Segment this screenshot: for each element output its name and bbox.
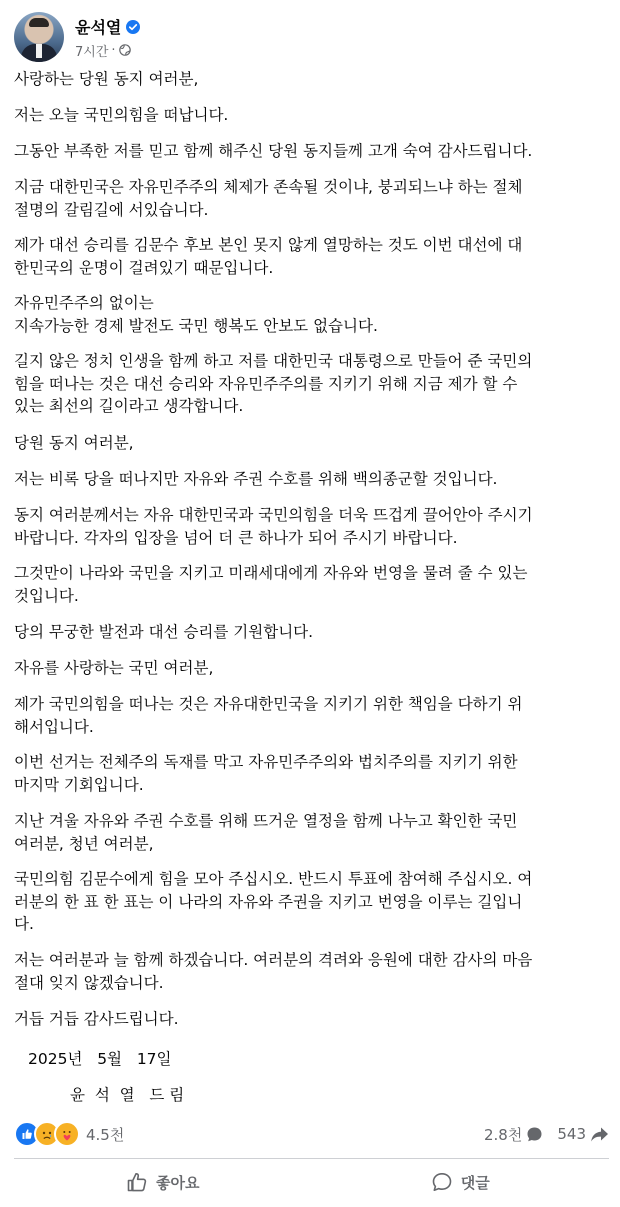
comment-count[interactable] xyxy=(484,1124,543,1145)
share-count-text: 543 xyxy=(557,1125,586,1143)
avatar[interactable] xyxy=(14,12,64,62)
comment-count-text: 2.8천 xyxy=(484,1125,523,1144)
comment-icon xyxy=(431,1171,453,1193)
post-paragraph: 자유를 사랑하는 국민 여러분, xyxy=(14,659,214,677)
action-bar xyxy=(14,1162,609,1202)
post-paragraph: 그것만이 나라와 국민을 지키고 미래세대에게 자유와 번영을 물려 줄 수 있는 것입니다. xyxy=(14,564,528,605)
post-paragraph: 지난 겨울 자유와 주권 수호를 위해 뜨거운 열정을 함께 나누고 확인한 국민 여러분, 청년 여러분, xyxy=(14,812,518,853)
like-label: 좋아요 xyxy=(156,1173,200,1192)
post-paragraph: 제가 국민의힘을 떠나는 것은 자유대한민국을 지키기 위한 책임을 다하기 위 해서입니다. xyxy=(14,695,523,736)
globe-icon xyxy=(119,44,131,56)
separator: · xyxy=(111,42,116,58)
post-paragraph: 당원 동지 여러분, xyxy=(14,434,134,452)
author-name[interactable]: 윤석열 xyxy=(75,18,122,37)
thumbs-up-icon xyxy=(126,1171,148,1193)
post-paragraph: 동지 여러분께서는 자유 대한민국과 국민의힘을 더욱 뜨겁게 끌어안아 주시기 바랍니다. 각자의 입장을 넘어 더 큰 하나가 되어 주시기 바랍니다. xyxy=(14,506,533,547)
post-signature: 윤 석 열 드 림 xyxy=(70,1086,185,1104)
verified-badge-icon xyxy=(126,20,140,34)
post-paragraph: 제가 대선 승리를 김문수 후보 본인 못지 않게 열망하는 것도 이번 대선에 대 한민국의 운명이 걸려있기 때문입니다. xyxy=(14,236,523,277)
share-count[interactable] xyxy=(557,1125,609,1143)
post-paragraph: 길지 않은 정치 인생을 함께 하고 저를 대한민국 대통령으로 만들어 준 국민의 힘을 떠나는 것은 대선 승리와 자유민주주의를 지키기 위해 지금 제가 할 수 있는 최선의 길이라고 생각합니다. xyxy=(14,352,533,415)
share-arrow-icon xyxy=(590,1126,609,1143)
post-header xyxy=(14,12,140,62)
post-time[interactable]: 7시간 xyxy=(75,44,109,60)
comment-label: 댓글 xyxy=(460,1173,490,1192)
care-icon xyxy=(54,1121,80,1147)
post-paragraph: 국민의힘 김문수에게 힘을 모아 주십시오. 반드시 투표에 참여해 주십시오. 여 러분의 한 표 한 표는 이 나라의 자유와 주권을 지키고 번영을 이루는 길입니 다. xyxy=(14,870,533,933)
post-date-text: 2025년 5월 17일 xyxy=(28,1050,172,1068)
post-paragraph: 저는 오늘 국민의힘을 떠납니다. xyxy=(14,106,229,124)
post-paragraph: 지금 대한민국은 자유민주주의 체제가 존속될 것이냐, 붕괴되느냐 하는 절체 절명의 갈림길에 서있습니다. xyxy=(14,178,523,219)
reaction-summary[interactable] xyxy=(14,1121,124,1147)
post-paragraph: 저는 여러분과 늘 함께 하겠습니다. 여러분의 격려와 응원에 대한 감사의 마음 절대 잊지 않겠습니다. xyxy=(14,951,533,992)
reaction-count: 4.5천 xyxy=(86,1125,125,1144)
post-paragraph: 그동안 부족한 저를 믿고 함께 해주신 당원 동지들께 고개 숙여 감사드립니다. xyxy=(14,142,533,160)
post-paragraph: 저는 비록 당을 떠나지만 자유와 주권 수호를 위해 백의종군할 것입니다. xyxy=(14,470,498,488)
engagement-bar xyxy=(14,1121,609,1147)
like-button[interactable] xyxy=(14,1162,312,1202)
post-paragraph: 이번 선거는 전체주의 독재를 막고 자유민주주의와 법치주의를 지키기 위한 마지막 기회입니다. xyxy=(14,753,518,794)
divider xyxy=(14,1158,609,1159)
post-paragraph: 당의 무궁한 발전과 대선 승리를 기원합니다. xyxy=(14,623,314,641)
comment-button[interactable] xyxy=(312,1162,610,1202)
post-paragraph: 거듭 거듭 감사드립니다. xyxy=(14,1010,179,1028)
comment-bubble-icon xyxy=(526,1126,543,1143)
post-paragraph: 자유민주주의 없이는 지속가능한 경제 발전도 국민 행복도 안보도 없습니다. xyxy=(14,294,378,335)
author-meta xyxy=(75,15,140,60)
post-paragraph: 사랑하는 당원 동지 여러분, xyxy=(14,70,199,88)
